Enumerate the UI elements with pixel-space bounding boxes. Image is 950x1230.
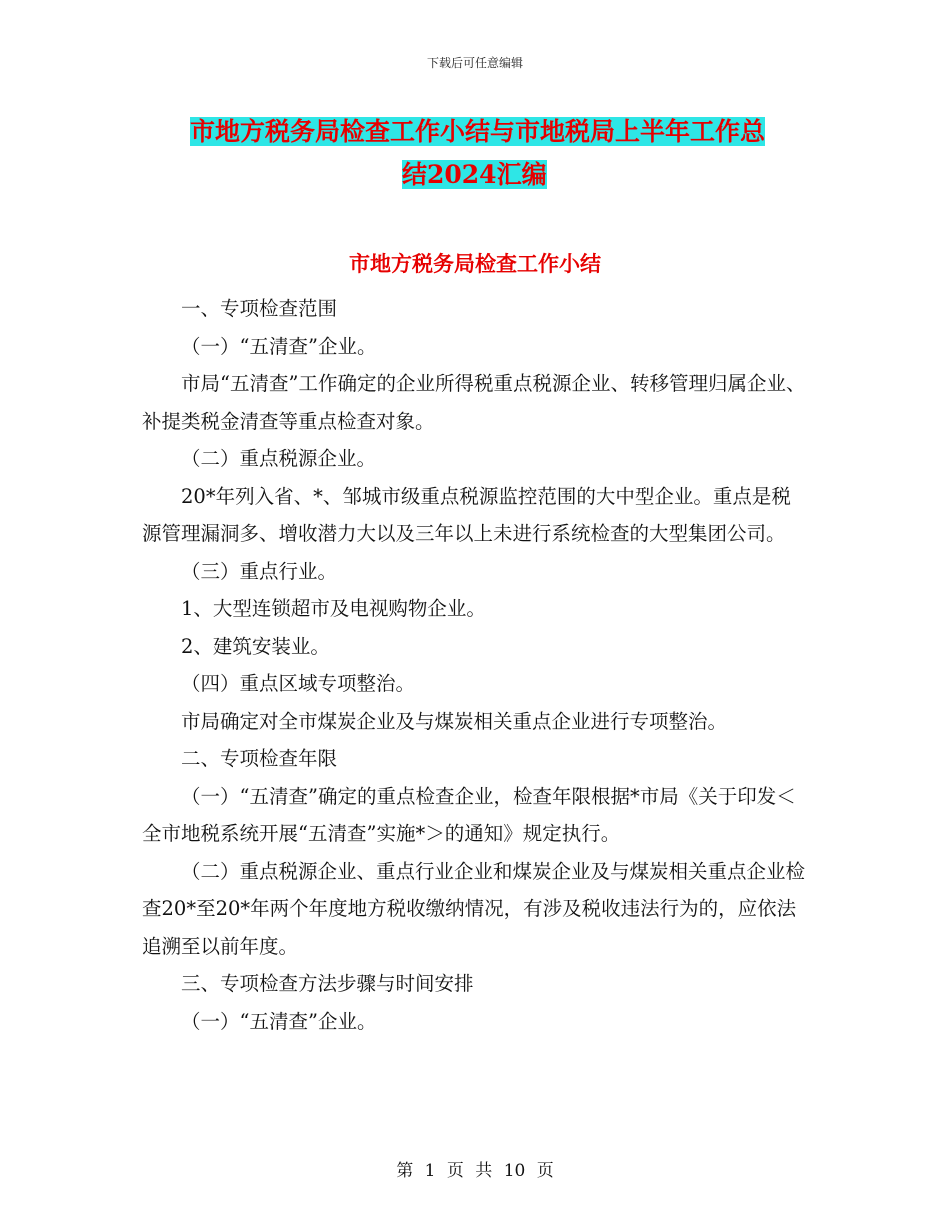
document-body bbox=[142, 290, 807, 1040]
paragraph: 2、建筑安装业。 bbox=[181, 634, 330, 658]
section-title: 市地方税务局检查工作小结 bbox=[349, 251, 601, 276]
paragraph: （一）“五清查”企业。 bbox=[181, 334, 377, 358]
paragraph: （三）重点行业。 bbox=[181, 559, 338, 583]
paragraph: （二）重点税源企业、重点行业企业和煤炭企业及与煤炭相关重点企业检查20*至20*年两个年度地方税收缴纳情况，有涉及税收违法行为的，应依法追溯至以前年度。 bbox=[142, 859, 806, 958]
paragraph: （一）“五清查”确定的重点检查企业，检查年限根据*市局《关于印发＜全市地税系统开展“五清查”实施*＞的通知》规定执行。 bbox=[142, 784, 796, 845]
title-line-2: 结2024汇编 bbox=[402, 160, 547, 189]
page-number-footer: 第 1 页 共 10 页 bbox=[396, 1161, 554, 1181]
paragraph: 三、专项检查方法步骤与时间安排 bbox=[181, 972, 474, 995]
title-line-1: 市地方税务局检查工作小结与市地税局上半年工作总 bbox=[190, 117, 766, 146]
paragraph: （四）重点区域专项整治。 bbox=[181, 672, 416, 695]
paragraph: 一、专项检查范围 bbox=[181, 297, 338, 320]
paragraph: 1、大型连锁超市及电视购物企业。 bbox=[181, 597, 486, 620]
paragraph: （二）重点税源企业。 bbox=[181, 447, 377, 470]
paragraph: （一）“五清查”企业。 bbox=[181, 1009, 377, 1033]
page-header-note: 下载后可任意编辑 bbox=[426, 56, 523, 70]
paragraph: 二、专项检查年限 bbox=[181, 747, 338, 770]
paragraph: 20*年列入省、*、邹城市级重点税源监控范围的大中型企业。重点是税源管理漏洞多、增收潜力大以及三年以上未进行系统检查的大型集团公司。 bbox=[142, 484, 791, 545]
paragraph: 市局确定对全市煤炭企业及与煤炭相关重点企业进行专项整治。 bbox=[181, 709, 728, 733]
document-title bbox=[190, 110, 810, 196]
paragraph: 市局“五清查”工作确定的企业所得税重点税源企业、转移管理归属企业、补提类税金清查等重点检查对象。 bbox=[142, 372, 806, 433]
